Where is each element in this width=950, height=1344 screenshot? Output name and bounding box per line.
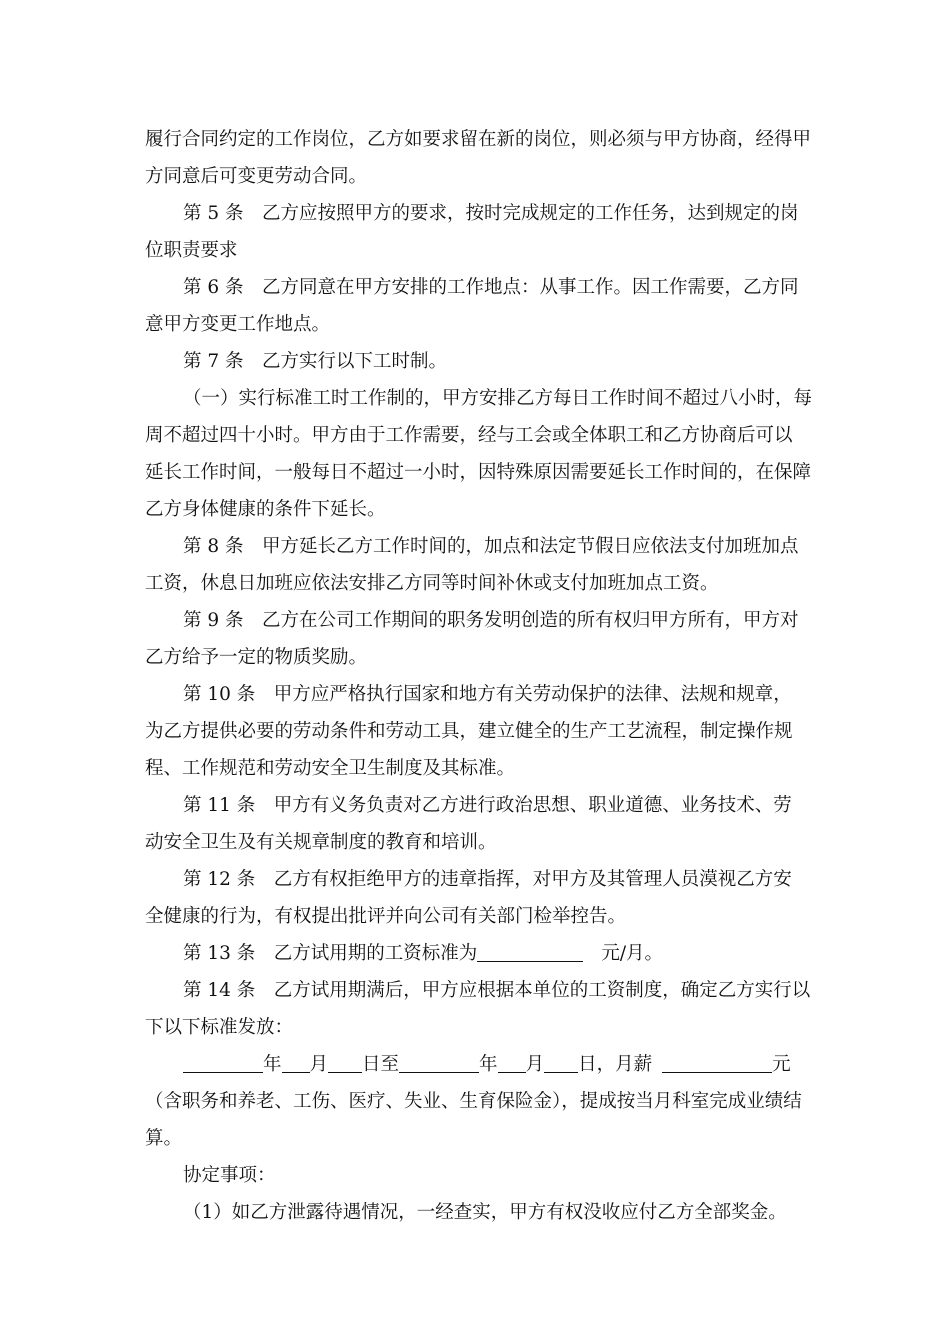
article-12: 第 12 条 乙方有权拒绝甲方的违章指挥，对甲方及其管理人员漠视乙方安 bbox=[183, 869, 792, 890]
article-8: 第 8 条 甲方延长乙方工作时间的，加点和法定节假日应依法支付加班加点 bbox=[183, 536, 799, 557]
agreement-item-1: （1）如乙方泄露待遇情况，一经查实，甲方有权没收应付乙方全部奖金。 bbox=[183, 1202, 787, 1223]
text-line: 乙方给予一定的物质奖励。 bbox=[145, 647, 368, 668]
text-line: 下以下标准发放： bbox=[145, 1017, 294, 1038]
start-day-blank[interactable] bbox=[328, 1052, 362, 1073]
text-line: 意甲方变更工作地点。 bbox=[145, 314, 331, 335]
start-year-blank[interactable] bbox=[183, 1052, 263, 1073]
day-salary-label: 日，月薪 bbox=[578, 1054, 653, 1075]
trial-salary-blank[interactable] bbox=[477, 941, 583, 962]
end-month-blank[interactable] bbox=[498, 1052, 526, 1073]
day-to-label: 日至 bbox=[362, 1054, 400, 1075]
text-line: 周不超过四十小时。甲方由于工作需要，经与工会或全体职工和乙方协商后可以 bbox=[145, 425, 793, 446]
end-year-blank[interactable] bbox=[399, 1052, 479, 1073]
text-line: 乙方身体健康的条件下延长。 bbox=[145, 499, 386, 520]
year-label: 年 bbox=[479, 1054, 498, 1075]
month-label: 月 bbox=[309, 1054, 329, 1075]
text-line: 动安全卫生及有关规章制度的教育和培训。 bbox=[145, 832, 497, 853]
article-13 bbox=[145, 935, 810, 972]
monthly-salary-blank[interactable] bbox=[662, 1052, 772, 1073]
text-line: 全健康的行为，有权提出批评并向公司有关部门检举控告。 bbox=[145, 906, 627, 927]
month-label: 月 bbox=[525, 1054, 545, 1075]
salary-period-line bbox=[145, 1046, 810, 1083]
agreement-heading: 协定事项： bbox=[183, 1165, 276, 1186]
text-line: 程、工作规范和劳动安全卫生制度及其标准。 bbox=[145, 758, 516, 779]
article-10: 第 10 条 甲方应严格执行国家和地方有关劳动保护的法律、法规和规章， bbox=[183, 684, 792, 705]
article-7-item-1: （一）实行标准工时工作制的，甲方安排乙方每日工作时间不超过八小时，每 bbox=[183, 388, 813, 409]
article-5: 第 5 条 乙方应按照甲方的要求，按时完成规定的工作任务，达到规定的岗 bbox=[183, 203, 799, 224]
text-line: 为乙方提供必要的劳动条件和劳动工具，建立健全的生产工艺流程，制定操作规 bbox=[145, 721, 793, 742]
text-line: 方同意后可变更劳动合同。 bbox=[145, 166, 368, 187]
start-month-blank[interactable] bbox=[282, 1052, 310, 1073]
end-day-blank[interactable] bbox=[544, 1052, 578, 1073]
text-line: 履行合同约定的工作岗位，乙方如要求留在新的岗位，则必须与甲方协商，经得甲 bbox=[145, 129, 812, 150]
yuan-label: 元 bbox=[772, 1054, 791, 1075]
article-13-prefix: 第 13 条 乙方试用期的工资标准为 bbox=[183, 943, 478, 964]
text-line: （含职务和养老、工伤、医疗、失业、生育保险金），提成按当月科室完成业绩结 bbox=[145, 1091, 802, 1112]
article-9: 第 9 条 乙方在公司工作期间的职务发明创造的所有权归甲方所有，甲方对 bbox=[183, 610, 799, 631]
article-11: 第 11 条 甲方有义务负责对乙方进行政治思想、职业道德、业务技术、劳 bbox=[183, 795, 792, 816]
text-line: 延长工作时间，一般每日不超过一小时，因特殊原因需要延长工作时间的，在保障 bbox=[145, 462, 812, 483]
text-line: 算。 bbox=[145, 1128, 183, 1149]
article-7: 第 7 条 乙方实行以下工时制。 bbox=[183, 351, 448, 372]
article-13-suffix: 元/月。 bbox=[601, 943, 664, 964]
article-14: 第 14 条 乙方试用期满后，甲方应根据本单位的工资制度，确定乙方实行以 bbox=[183, 980, 811, 1001]
text-line: 工资，休息日加班应依法安排乙方同等时间补休或支付加班加点工资。 bbox=[145, 573, 719, 594]
text-line: 位职责要求 bbox=[145, 240, 238, 261]
contract-page bbox=[145, 121, 813, 1231]
year-label: 年 bbox=[263, 1054, 282, 1075]
article-6: 第 6 条 乙方同意在甲方安排的工作地点：从事工作。因工作需要，乙方同 bbox=[183, 277, 799, 298]
